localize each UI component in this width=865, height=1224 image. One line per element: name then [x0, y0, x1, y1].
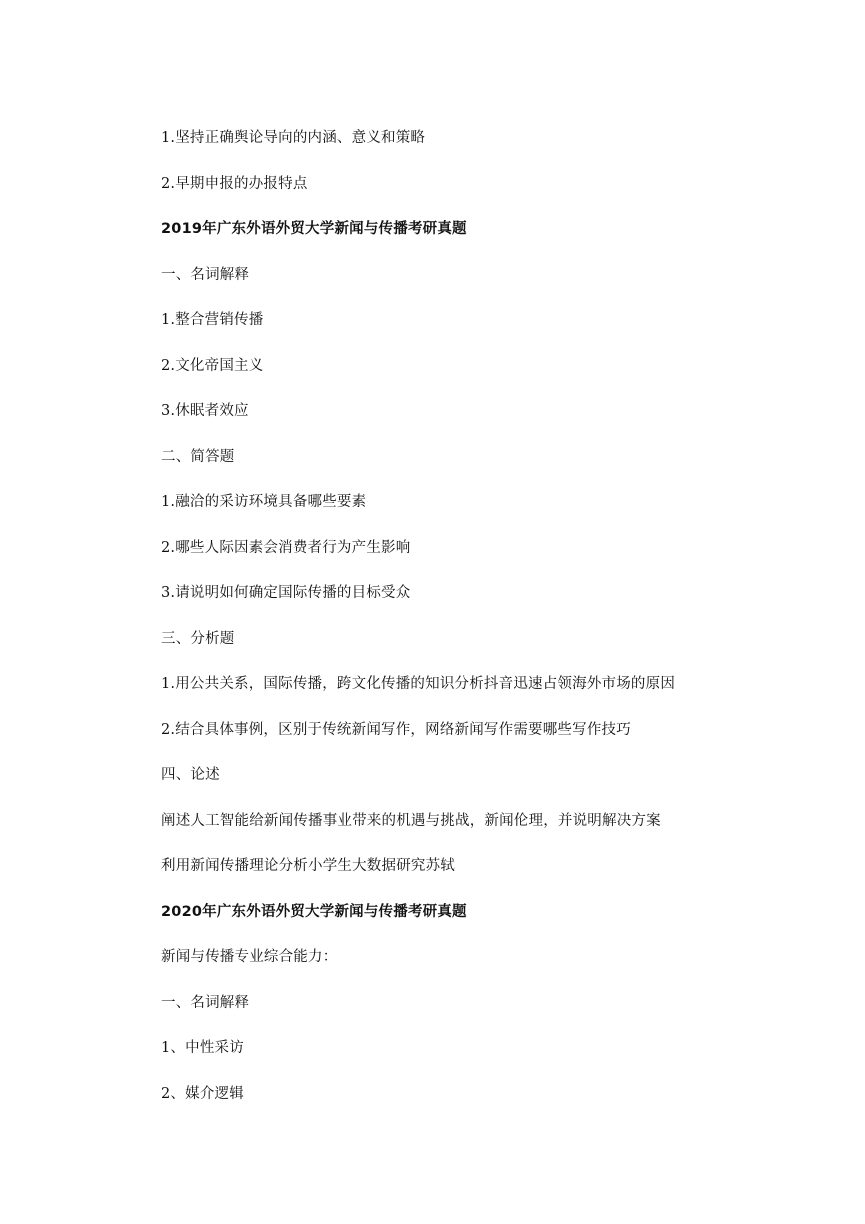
question-item: 2.结合具体事例，区别于传统新闻写作，网络新闻写作需要哪些写作技巧 [161, 722, 631, 738]
question-item: 3.休眠者效应 [161, 403, 249, 419]
question-item: 2.哪些人际因素会消费者行为产生影响 [161, 540, 411, 556]
section-heading-2020: 2020年广东外语外贸大学新闻与传播考研真题 [161, 904, 467, 920]
question-item: 1、中性采访 [161, 1040, 244, 1056]
section-heading-2019: 2019年广东外语外贸大学新闻与传播考研真题 [161, 221, 467, 237]
subsection-title: 四、论述 [161, 767, 220, 783]
question-item: 2、媒介逻辑 [161, 1086, 244, 1102]
question-item: 1.整合营销传播 [161, 312, 264, 328]
subsection-title: 一、名词解释 [161, 995, 250, 1011]
question-item: 3.请说明如何确定国际传播的目标受众 [161, 585, 411, 601]
subsection-title: 一、名词解释 [161, 267, 250, 283]
subsection-title: 三、分析题 [161, 631, 235, 647]
question-item: 利用新闻传播理论分析小学生大数据研究苏轼 [161, 858, 455, 874]
question-item: 1.融洽的采访环境具备哪些要素 [161, 494, 367, 510]
subsection-title: 新闻与传播专业综合能力： [161, 949, 338, 965]
question-item: 阐述人工智能给新闻传播事业带来的机遇与挑战，新闻伦理，并说明解决方案 [161, 813, 661, 829]
question-item: 1.坚持正确舆论导向的内涵、意义和策略 [161, 130, 426, 146]
question-item: 2.早期申报的办报特点 [161, 176, 308, 192]
question-item: 2.文化帝国主义 [161, 358, 264, 374]
question-item: 1.用公共关系，国际传播，跨文化传播的知识分析抖音迅速占领海外市场的原因 [161, 676, 676, 692]
subsection-title: 二、简答题 [161, 449, 235, 465]
